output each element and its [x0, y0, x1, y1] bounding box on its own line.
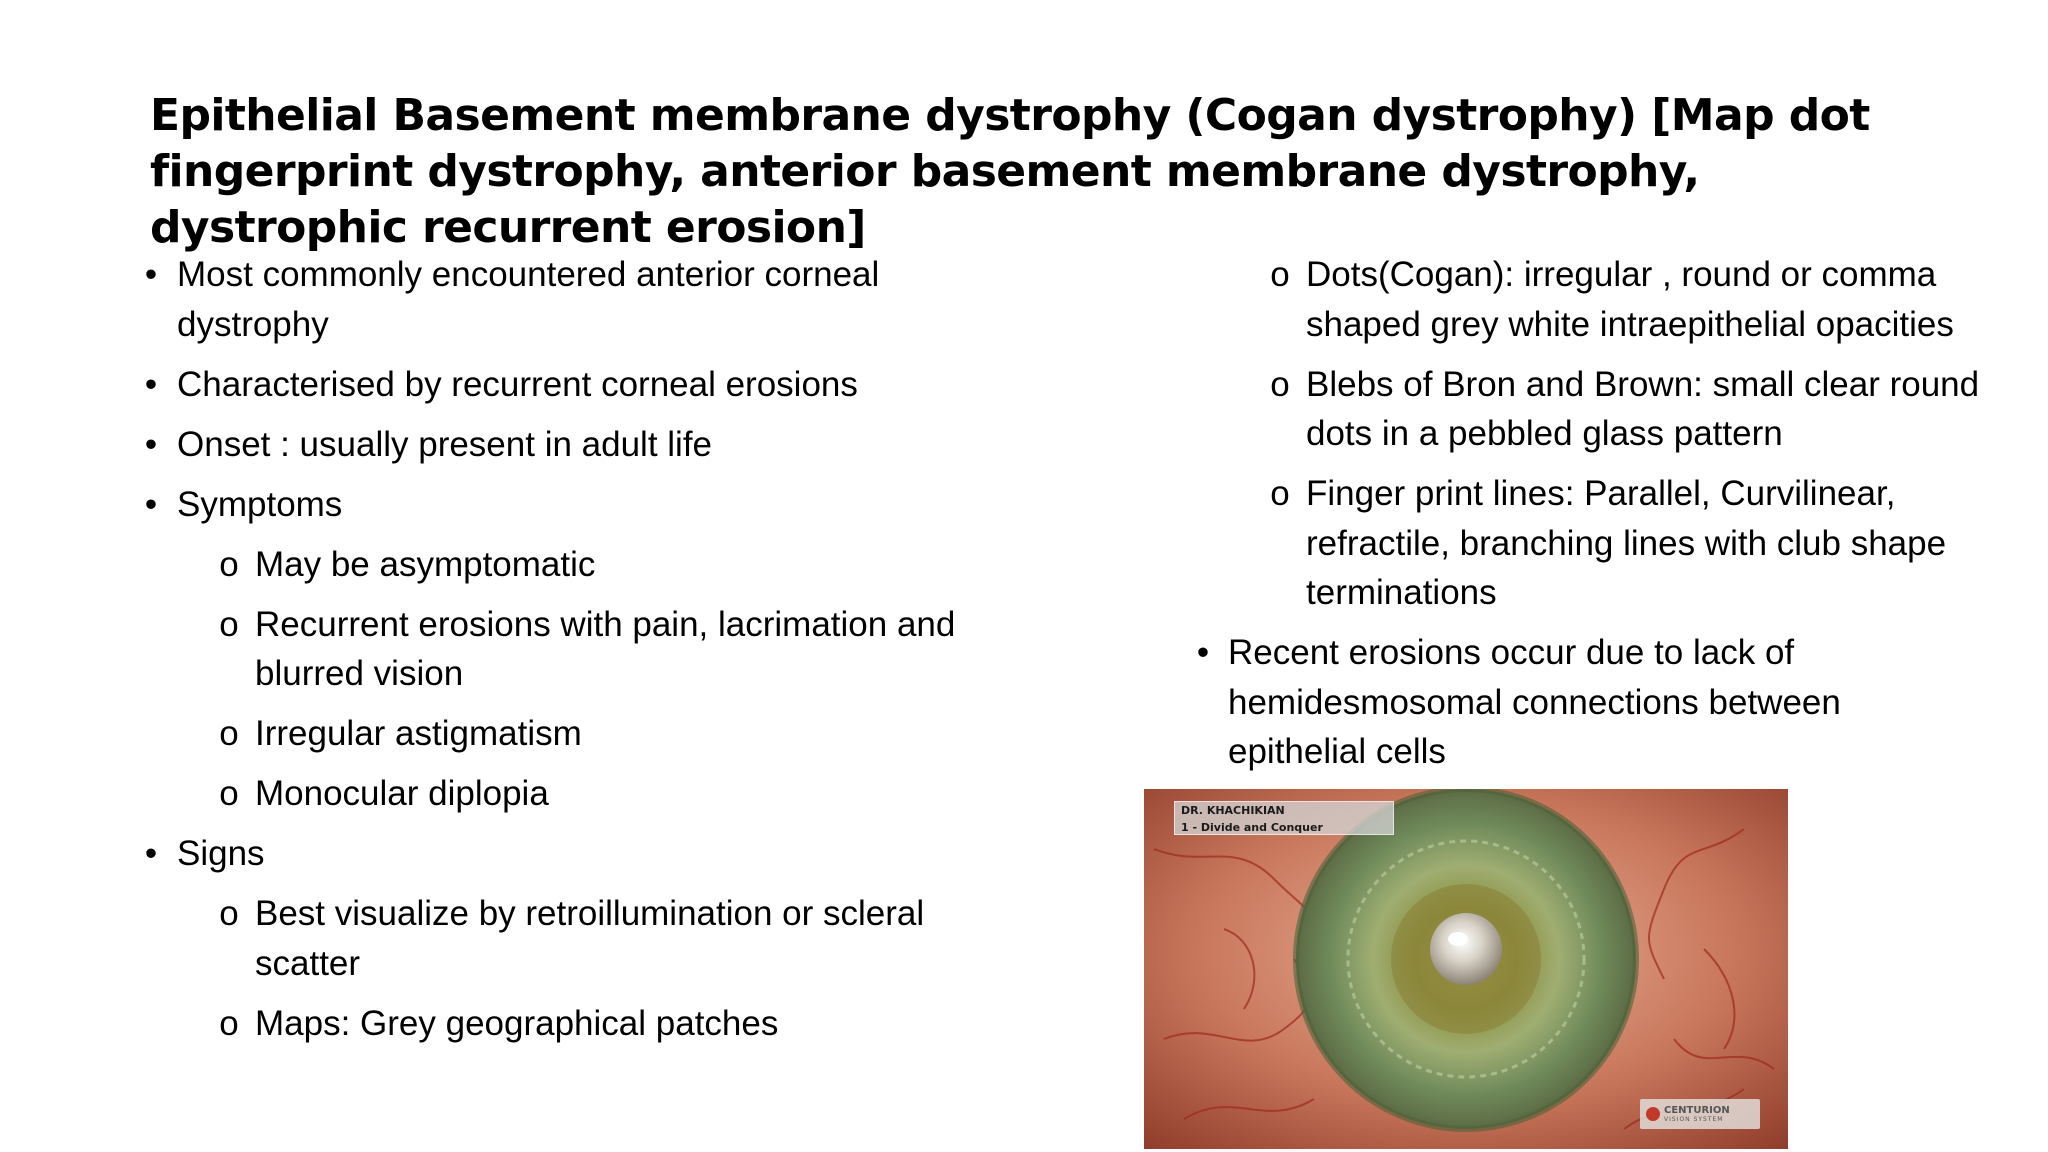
list-item: • Most commonly encountered anterior corneal dystrophy: [136, 250, 966, 349]
bullet-circle-icon: o: [219, 544, 239, 584]
bullet-dot-icon: •: [1196, 633, 1210, 672]
eye-photo: [1144, 789, 1788, 1149]
slide-title: Epithelial Basement membrane dystrophy (Cogan dystrophy) [Map dot fingerprint dystrophy, anterior basement membrane dystrophy, dystrophic recurrent erosion]: [150, 90, 1870, 253]
sub-list-item: o Irregular astigmatism: [136, 709, 966, 759]
logo-subtext: VISION SYSTEM: [1664, 1115, 1724, 1123]
sub-list-item: o May be asymptomatic: [136, 540, 966, 590]
bullet-circle-icon: o: [219, 1003, 239, 1043]
sub-list-item: o Maps: Grey geographical patches: [136, 999, 966, 1049]
left-column: [136, 250, 966, 1059]
bullet-dot-icon: •: [144, 255, 158, 294]
sub-list-item: o Recurrent erosions with pain, lacrimation and blurred vision: [136, 600, 966, 699]
bullet-circle-icon: o: [219, 894, 239, 933]
centurion-logo: [1640, 1099, 1760, 1129]
bullet-dot-icon: •: [144, 424, 158, 464]
bullet-dot-icon: •: [144, 834, 158, 873]
caption-line-1: DR. KHACHIKIAN: [1181, 804, 1285, 817]
logo-text: CENTURION: [1664, 1104, 1730, 1116]
list-item: • Recent erosions occur due to lack of hemidesmosomal connections between epithelial cells: [1188, 628, 1928, 777]
list-item: • Symptoms: [136, 480, 966, 530]
sub-list-item: o Dots(Cogan): irregular , round or comma shaped grey white intraepithelial opacities: [1265, 250, 2005, 349]
sub-list-item: o Monocular diplopia: [136, 769, 966, 819]
bullet-circle-icon: o: [1270, 364, 1290, 404]
list-item: • Signs: [136, 829, 966, 879]
right-column: [1196, 250, 2005, 787]
sub-list-item: o Blebs of Bron and Brown: small clear round dots in a pebbled glass pattern: [1265, 360, 2005, 459]
sub-list-item: o Finger print lines: Parallel, Curvilinear, refractile, branching lines with club shape terminations: [1265, 469, 2005, 618]
list-item: • Onset : usually present in adult life: [136, 420, 966, 470]
sub-list-item: o Best visualize by retroillumination or scleral scatter: [136, 889, 966, 988]
bullet-dot-icon: •: [144, 484, 158, 524]
bullet-circle-icon: o: [1270, 474, 1290, 513]
caption-line-2: 1 - Divide and Conquer: [1181, 821, 1323, 834]
bullet-circle-icon: o: [219, 714, 239, 753]
logo-mark-icon: [1646, 1107, 1660, 1121]
bullet-circle-icon: o: [1270, 255, 1290, 294]
list-item: • Characterised by recurrent corneal erosions: [136, 360, 966, 410]
video-caption-box: [1174, 801, 1394, 835]
eye-illustration: [1144, 789, 1788, 1149]
bullet-circle-icon: o: [219, 774, 239, 813]
bullet-circle-icon: o: [219, 604, 239, 644]
bullet-dot-icon: •: [144, 364, 158, 404]
